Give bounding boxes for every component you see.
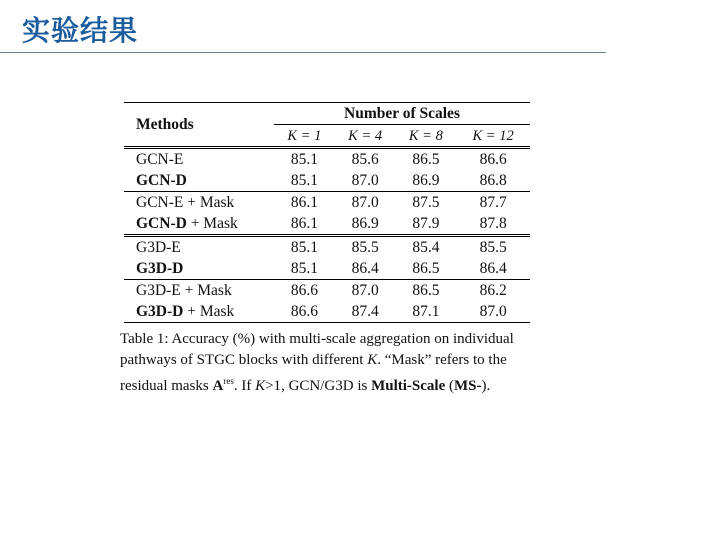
value-cell: 86.1 [274,192,335,214]
value-cell: 85.5 [335,236,396,259]
value-cell: 86.5 [412,259,440,277]
value-cell: 86.5 [396,148,457,171]
table-row [124,148,530,171]
header-scale-8: K = 8 [408,127,443,144]
value-cell: 87.0 [335,192,396,214]
value-cell: 86.5 [396,280,457,302]
header-scale-1: K = 1 [287,127,322,144]
value-cell: 85.1 [274,148,335,171]
table-row [124,301,530,323]
table-row [124,213,530,236]
value-cell: 85.4 [396,236,457,259]
value-cell: 87.7 [456,192,530,214]
value-cell: 87.5 [396,192,457,214]
value-cell: 86.4 [351,259,379,277]
results-table [124,102,530,323]
value-cell: 86.9 [412,171,440,189]
table-row [124,192,530,214]
value-cell: 87.8 [479,214,507,232]
value-cell: 86.6 [274,280,335,302]
header-number-of-scales: Number of Scales [274,103,530,125]
method-cell: G3D-D [136,259,184,277]
method-cell: GCN-D [136,171,187,189]
method-cell: G3D-D + Mask [124,301,274,323]
slide-title: 实验结果 [22,14,139,47]
value-cell: 87.9 [412,214,440,232]
value-cell: 87.0 [351,171,379,189]
table-row [124,258,530,280]
value-cell: 87.1 [396,301,457,323]
value-cell: 85.1 [290,259,318,277]
method-cell: GCN-E + Mask [124,192,274,214]
table-row [124,280,530,302]
value-cell: 87.0 [456,301,530,323]
value-cell: 87.0 [335,280,396,302]
value-cell: 86.4 [479,259,507,277]
value-cell: 86.6 [274,301,335,323]
header-methods: Methods [124,103,274,148]
value-cell: 85.5 [456,236,530,259]
table-row [124,236,530,259]
value-cell: 85.1 [274,236,335,259]
title-divider [0,52,606,53]
method-cell: G3D-E + Mask [124,280,274,302]
method-cell: GCN-E [124,148,274,171]
value-cell: 85.6 [335,148,396,171]
value-cell: 86.9 [351,214,379,232]
value-cell: 86.6 [456,148,530,171]
table-row [124,170,530,192]
table-header-row [124,103,530,125]
value-cell: 86.2 [456,280,530,302]
method-cell: GCN-D + Mask [136,214,238,232]
value-cell: 86.8 [479,171,507,189]
value-cell: 85.1 [290,171,318,189]
header-scale-4: K = 4 [348,127,383,144]
table-caption: Table 1: Accuracy (%) with multi-scale aggregation on individual pathways of STGC blocks with different K. “Mask” refers to the residual masks $A^{res}$. If K>1, GCN/G3D is Multi-Scale (MS-). [120,331,514,394]
header-scale-12: K = 12 [472,127,514,144]
value-cell: 86.1 [290,214,318,232]
method-cell: G3D-E [124,236,274,259]
value-cell: 87.4 [335,301,396,323]
